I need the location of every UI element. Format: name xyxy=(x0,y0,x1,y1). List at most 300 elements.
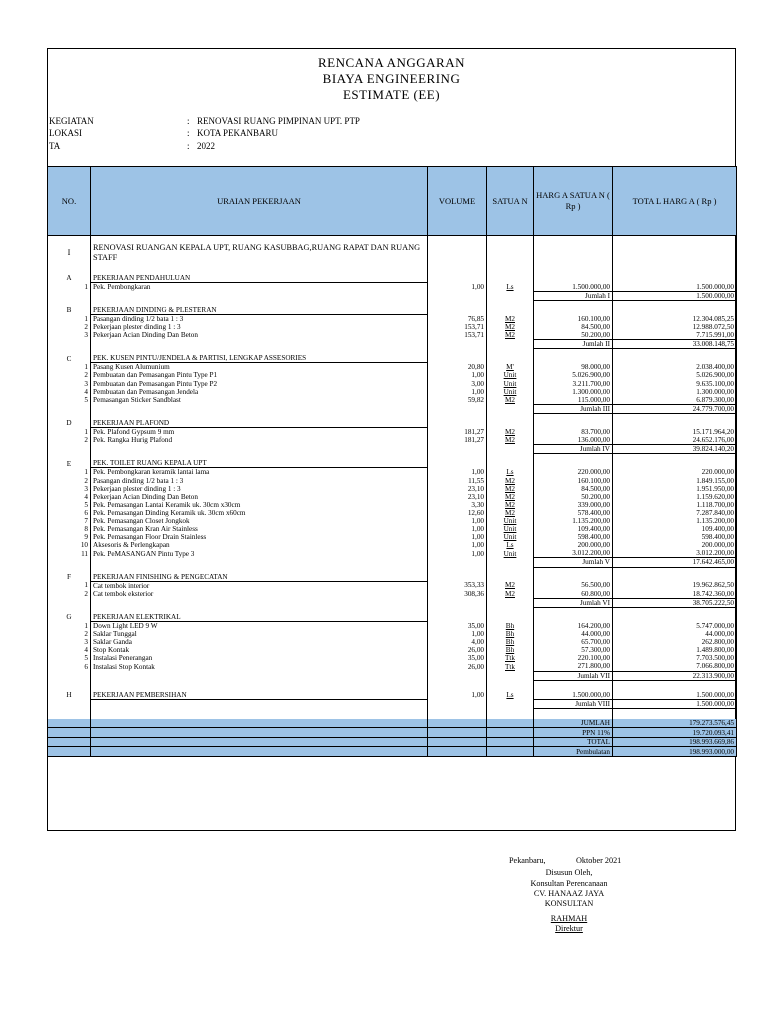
empty-cell xyxy=(487,340,534,349)
item-name: Pekerjaan Acian Dinding Dan Beton xyxy=(91,331,428,340)
item-total: 2.038.400,00 xyxy=(613,363,737,372)
item-name: Pekerjaan plester dinding 1 : 3 xyxy=(91,485,428,493)
summary-empty xyxy=(428,728,487,738)
item-name: Instalasi Penerangan xyxy=(91,654,428,662)
summary-empty xyxy=(48,728,91,738)
summary-empty xyxy=(428,719,487,728)
item-no: 2 xyxy=(48,323,91,331)
item-total: 1.118.700,00 xyxy=(613,501,737,509)
subtotal-value: 24.779.700,00 xyxy=(613,404,737,413)
sig-company: CV. HANAAZ JAYA xyxy=(533,889,605,898)
item-total: 1.500.000,00 xyxy=(613,283,737,292)
item-total: 200.000,00 xyxy=(613,541,737,549)
empty-cell xyxy=(428,671,487,680)
summary-value: 198.993.000,00 xyxy=(613,747,737,757)
item-volume: 3,30 xyxy=(428,501,487,509)
subtotal-value: 39.824.140,20 xyxy=(613,445,737,454)
item-total: 109.400,00 xyxy=(613,525,737,533)
empty-cell xyxy=(91,445,428,454)
summary-value: 198.993.669,86 xyxy=(613,737,737,747)
item-name: Pekerjaan plester dinding 1 : 3 xyxy=(91,323,428,331)
item-unit: Ttk xyxy=(487,654,534,662)
empty-cell xyxy=(487,613,534,622)
item-name: Saklar Ganda xyxy=(91,638,428,646)
item-name: Pek. Pemasangan Lantai Keramik uk. 30cm x30cm xyxy=(91,501,428,509)
empty-cell xyxy=(534,274,613,283)
item-total: 5.026.900,00 xyxy=(613,371,737,379)
item-no: 2 xyxy=(48,630,91,638)
table-row xyxy=(48,501,737,509)
item-no: 1 xyxy=(48,363,91,372)
subtotal-label: Jumlah VI xyxy=(534,598,613,607)
header-no: NO. xyxy=(48,167,91,236)
summary-label: Pembulatan xyxy=(534,747,613,757)
item-volume: 26,00 xyxy=(428,646,487,654)
summary-value: 19.720.093,41 xyxy=(613,728,737,738)
section-header-row xyxy=(48,459,737,468)
table-row xyxy=(48,630,737,638)
subtotal-row xyxy=(48,404,737,413)
empty-cell xyxy=(48,404,91,413)
doc-title-line3: ESTIMATE (EE) xyxy=(342,87,441,102)
section-name: PEKERJAAN FINISHING & PENGECATAN xyxy=(91,573,428,582)
item-volume: 1,00 xyxy=(428,388,487,396)
item-unit: Unit xyxy=(487,380,534,388)
item-price: 84.500,00 xyxy=(534,323,613,331)
table-row xyxy=(48,363,737,372)
item-unit: Bh xyxy=(487,646,534,654)
item-volume: 35,00 xyxy=(428,621,487,630)
empty-cell xyxy=(428,306,487,315)
item-name: Aksesoris & Perlengkapan xyxy=(91,541,428,549)
empty-cell xyxy=(613,613,737,622)
table-row xyxy=(48,476,737,484)
meta-value-ta: 2022 xyxy=(197,141,215,151)
table-row xyxy=(48,638,737,646)
empty-cell xyxy=(48,598,91,607)
section-code: A xyxy=(48,274,91,283)
item-price: 1.500.000,00 xyxy=(534,691,613,700)
item-unit: Unit xyxy=(487,371,534,379)
meta-value-kegiatan: RENOVASI RUANG PIMPINAN UPT. PTP xyxy=(197,116,360,126)
table-row xyxy=(48,533,737,541)
table-row xyxy=(48,428,737,437)
item-unit: M2 xyxy=(487,590,534,599)
item-price: 50.200,00 xyxy=(534,331,613,340)
subtotal-value: 17.642.465,00 xyxy=(613,558,737,567)
item-total: 598.400,00 xyxy=(613,533,737,541)
summary-empty xyxy=(91,719,428,728)
empty-cell xyxy=(534,419,613,428)
project-no: I xyxy=(48,236,91,270)
summary-empty xyxy=(91,737,428,747)
empty-cell xyxy=(487,671,534,680)
item-price: 1.300.000,00 xyxy=(534,388,613,396)
item-price: 5.026.900,00 xyxy=(534,371,613,379)
item-unit: M2 xyxy=(487,396,534,405)
item-total: 12.988.072,50 xyxy=(613,323,737,331)
item-volume: 1,00 xyxy=(428,371,487,379)
item-price: 1.500.000,00 xyxy=(534,283,613,292)
section-header-row xyxy=(48,573,737,582)
item-volume: 23,10 xyxy=(428,485,487,493)
empty-cell xyxy=(613,573,737,582)
item-unit: Ls xyxy=(487,283,534,292)
item-price: 200.000,00 xyxy=(534,541,613,549)
item-unit: M2 xyxy=(487,493,534,501)
item-price: 56.500,00 xyxy=(534,581,613,590)
item-volume: 59,82 xyxy=(428,396,487,405)
table-row xyxy=(48,662,737,671)
doc-title-line1: RENCANA ANGGARAN xyxy=(317,55,466,70)
item-price: 98.000,00 xyxy=(534,363,613,372)
boq-table xyxy=(47,166,737,757)
section-name: PEKERJAAN DINDING & PLESTERAN xyxy=(91,306,428,315)
item-volume: 20,80 xyxy=(428,363,487,372)
meta-label-lokasi: LOKASI xyxy=(49,128,82,138)
item-volume: 1,00 xyxy=(428,468,487,477)
empty-cell xyxy=(487,445,534,454)
item-total: 1.500.000,00 xyxy=(613,691,737,700)
item-no: 9 xyxy=(48,533,91,541)
item-unit: Ttk xyxy=(487,662,534,671)
empty-cell xyxy=(428,340,487,349)
item-no: 5 xyxy=(48,396,91,405)
table-row xyxy=(48,509,737,517)
item-no: 3 xyxy=(48,331,91,340)
summary-empty xyxy=(487,719,534,728)
doc-title-line2: BIAYA ENGINEERING xyxy=(322,71,461,86)
item-name: Pemasangan Sticker Sandblast xyxy=(91,396,428,405)
empty-cell xyxy=(91,671,428,680)
item-volume: 12,60 xyxy=(428,509,487,517)
item-volume: 1,00 xyxy=(428,517,487,525)
item-unit: M2 xyxy=(487,323,534,331)
item-total: 19.962.862,50 xyxy=(613,581,737,590)
item-unit: M2 xyxy=(487,581,534,590)
section-name: PEKERJAAN PEMBERSIHAN xyxy=(91,691,428,700)
table-row xyxy=(48,314,737,323)
table-row xyxy=(48,525,737,533)
summary-row xyxy=(48,728,737,738)
project-row xyxy=(48,236,737,270)
empty-cell xyxy=(534,306,613,315)
item-no: 5 xyxy=(48,654,91,662)
item-name: Cat tembok eksterior xyxy=(91,590,428,599)
item-total: 7.703.500,00 xyxy=(613,654,737,662)
subtotal-label: Jumlah I xyxy=(534,291,613,300)
empty-cell xyxy=(487,558,534,567)
meta-sep: : xyxy=(187,128,190,138)
item-total: 6.879.300,00 xyxy=(613,396,737,405)
item-price: 65.700,00 xyxy=(534,638,613,646)
table-row xyxy=(48,323,737,331)
document-sheet xyxy=(47,48,736,831)
empty-cell xyxy=(487,573,534,582)
empty-cell xyxy=(428,291,487,300)
item-no: 2 xyxy=(48,371,91,379)
meta-label-ta: TA xyxy=(49,141,61,151)
empty-cell xyxy=(534,613,613,622)
item-unit: Bh xyxy=(487,621,534,630)
item-name: Pembuatan dan Pemasangan Pintu Type P2 xyxy=(91,380,428,388)
empty-cell xyxy=(428,459,487,468)
empty-cell xyxy=(487,291,534,300)
item-total: 1.300.000,00 xyxy=(613,388,737,396)
item-price: 60.800,00 xyxy=(534,590,613,599)
subtotal-value: 33.008.148,75 xyxy=(613,340,737,349)
item-price: 136.000,00 xyxy=(534,436,613,445)
table-row xyxy=(48,331,737,340)
empty-cell xyxy=(48,558,91,567)
item-total: 262.800,00 xyxy=(613,638,737,646)
item-no: 7 xyxy=(48,517,91,525)
item-volume: 4,00 xyxy=(428,638,487,646)
empty-cell xyxy=(48,699,91,708)
table-row xyxy=(48,468,737,477)
table-row xyxy=(48,549,737,558)
section-name: PEK. KUSEN PINTU/JENDELA & PARTISI, LENGKAP ASSESORIES xyxy=(91,354,428,363)
item-no: 8 xyxy=(48,525,91,533)
sig-role: Konsultan Perencanaan xyxy=(530,879,608,888)
table-row xyxy=(48,283,737,292)
item-volume: 26,00 xyxy=(428,662,487,671)
item-volume: 153,71 xyxy=(428,331,487,340)
empty-cell xyxy=(613,419,737,428)
item-volume: 1,00 xyxy=(428,525,487,533)
item-volume: 76,85 xyxy=(428,314,487,323)
item-volume: 353,33 xyxy=(428,581,487,590)
item-volume: 308,36 xyxy=(428,590,487,599)
empty-cell xyxy=(534,459,613,468)
item-unit: M2 xyxy=(487,485,534,493)
item-name: Pasang Kusen Alumunium xyxy=(91,363,428,372)
item-price: 44.000,00 xyxy=(534,630,613,638)
item-name: Pek. Rangka Hurig Plafond xyxy=(91,436,428,445)
item-name: Pek. PeMASANGAN Pintu Type 3 xyxy=(91,549,428,558)
item-price: 1.135.200,00 xyxy=(534,517,613,525)
subtotal-label: Jumlah II xyxy=(534,340,613,349)
summary-empty xyxy=(428,737,487,747)
subtotal-label: Jumlah III xyxy=(534,404,613,413)
item-unit: Unit xyxy=(487,533,534,541)
table-row xyxy=(48,436,737,445)
item-name: Pek. Pemasangan Kran Air Stainless xyxy=(91,525,428,533)
subtotal-row xyxy=(48,598,737,607)
item-volume: 1,00 xyxy=(428,541,487,549)
summary-empty xyxy=(48,737,91,747)
item-no: 1 xyxy=(48,468,91,477)
item-unit: M2 xyxy=(487,428,534,437)
summary-empty xyxy=(91,747,428,757)
header-volume: VOLUME xyxy=(428,167,487,236)
empty-cell xyxy=(487,354,534,363)
empty-cell xyxy=(428,558,487,567)
item-price: 598.400,00 xyxy=(534,533,613,541)
empty-cell xyxy=(428,598,487,607)
item-volume: 181,27 xyxy=(428,436,487,445)
header-uraian: URAIAN PEKERJAAN xyxy=(91,167,428,236)
empty-cell xyxy=(428,699,487,708)
section-code: C xyxy=(48,354,91,363)
subtotal-row xyxy=(48,445,737,454)
item-volume: 1,00 xyxy=(428,630,487,638)
section-header-row xyxy=(48,274,737,283)
item-price: 3.211.700,00 xyxy=(534,380,613,388)
item-price: 115.000,00 xyxy=(534,396,613,405)
section-name: PEK. TOILET RUANG KEPALA UPT xyxy=(91,459,428,468)
item-name: Pembuatan dan Pemasangan Jendela xyxy=(91,388,428,396)
item-unit: Bh xyxy=(487,638,534,646)
header-satuan: SATUA N xyxy=(487,167,534,236)
item-no: 4 xyxy=(48,646,91,654)
item-name: Pek. Pemasangan Closet Jongkok xyxy=(91,517,428,525)
item-unit: Ls xyxy=(487,468,534,477)
summary-row xyxy=(48,747,737,757)
item-price: 220.000,00 xyxy=(534,468,613,477)
item-unit: Ls xyxy=(487,691,534,700)
item-name: Pek. Pemasangan Floor Drain Stainless xyxy=(91,533,428,541)
empty-cell xyxy=(487,459,534,468)
item-total: 44.000,00 xyxy=(613,630,737,638)
empty-cell xyxy=(428,445,487,454)
item-name: Pembuatan dan Pemasangan Pintu Type P1 xyxy=(91,371,428,379)
item-unit: M' xyxy=(487,363,534,372)
item-name: Pek. Pembongkaran xyxy=(91,283,428,292)
sig-place: Pekanbaru, xyxy=(509,856,546,865)
item-unit: M2 xyxy=(487,436,534,445)
item-price: 164.200,00 xyxy=(534,621,613,630)
section-code: F xyxy=(48,573,91,582)
table-row xyxy=(48,396,737,405)
item-total: 220.000,00 xyxy=(613,468,737,477)
subtotal-value: 22.313.900,00 xyxy=(613,671,737,680)
item-no: 6 xyxy=(48,509,91,517)
item-price: 50.200,00 xyxy=(534,493,613,501)
item-unit: M2 xyxy=(487,331,534,340)
empty-cell xyxy=(487,598,534,607)
table-row xyxy=(48,590,737,599)
item-volume: 153,71 xyxy=(428,323,487,331)
subtotal-label: Jumlah IV xyxy=(534,445,613,454)
item-total: 15.171.964,20 xyxy=(613,428,737,437)
empty-cell xyxy=(428,354,487,363)
section-header-row xyxy=(48,306,737,315)
section-code: G xyxy=(48,613,91,622)
item-unit: Bh xyxy=(487,630,534,638)
section-code: D xyxy=(48,419,91,428)
item-price: 109.400,00 xyxy=(534,525,613,533)
item-total: 1.951.950,00 xyxy=(613,485,737,493)
item-unit: M2 xyxy=(487,314,534,323)
item-total: 18.742.360,00 xyxy=(613,590,737,599)
summary-row xyxy=(48,719,737,728)
item-no: 4 xyxy=(48,493,91,501)
table-row xyxy=(48,621,737,630)
header-harga: HARG A SATUA N ( Rp ) xyxy=(534,167,613,236)
empty-cell xyxy=(428,573,487,582)
summary-empty xyxy=(48,747,91,757)
subtotal-row xyxy=(48,340,737,349)
item-name: Down Light LED 9 W xyxy=(91,621,428,630)
empty-cell xyxy=(91,699,428,708)
summary-label: PPN 11% xyxy=(534,728,613,738)
table-row xyxy=(48,646,737,654)
item-price: 84.500,00 xyxy=(534,485,613,493)
item-volume: 1,00 xyxy=(428,549,487,558)
item-total: 7.066.800,00 xyxy=(613,662,737,671)
item-name: Cat tembok interior xyxy=(91,581,428,590)
item-total: 1.135.200,00 xyxy=(613,517,737,525)
subtotal-label: Jumlah VII xyxy=(534,671,613,680)
sig-position: Direktur xyxy=(555,924,583,933)
item-price: 3.012.200,00 xyxy=(534,549,613,558)
table-row xyxy=(48,541,737,549)
empty-cell xyxy=(428,613,487,622)
empty-cell xyxy=(487,306,534,315)
empty-cell xyxy=(428,419,487,428)
item-volume: 181,27 xyxy=(428,428,487,437)
summary-empty xyxy=(48,719,91,728)
item-price: 160.100,00 xyxy=(534,476,613,484)
item-no: 3 xyxy=(48,485,91,493)
item-name: Pek. Pembongkaran keramik lantai lama xyxy=(91,468,428,477)
section-header-row xyxy=(48,613,737,622)
table-row xyxy=(48,517,737,525)
summary-empty xyxy=(487,728,534,738)
empty-cell xyxy=(613,306,737,315)
empty-cell xyxy=(91,558,428,567)
item-volume: 1,00 xyxy=(428,691,487,700)
empty-cell xyxy=(48,291,91,300)
item-total: 5.747.000,00 xyxy=(613,621,737,630)
subtotal-row xyxy=(48,291,737,300)
item-name: Stop Kontak xyxy=(91,646,428,654)
item-name: Pasangan dinding 1/2 bata 1 : 3 xyxy=(91,476,428,484)
item-no: 3 xyxy=(48,380,91,388)
sig-prepared: Disusun Oleh, xyxy=(545,868,593,877)
item-no: 4 xyxy=(48,388,91,396)
empty-cell xyxy=(613,354,737,363)
item-total: 12.304.085,25 xyxy=(613,314,737,323)
empty-cell xyxy=(487,419,534,428)
item-unit: M2 xyxy=(487,476,534,484)
item-price: 339.000,00 xyxy=(534,501,613,509)
empty-cell xyxy=(91,404,428,413)
item-price: 578.400,00 xyxy=(534,509,613,517)
item-price: 160.100,00 xyxy=(534,314,613,323)
summary-label: JUMLAH xyxy=(534,719,613,728)
subtotal-row xyxy=(48,699,737,708)
item-name: Pek. Pemasangan Dinding Keramik uk. 30cm x60cm xyxy=(91,509,428,517)
item-unit: Ls xyxy=(487,541,534,549)
meta-label-kegiatan: KEGIATAN xyxy=(49,116,94,126)
subtotal-value: 1.500.000,00 xyxy=(613,291,737,300)
item-no: 6 xyxy=(48,662,91,671)
item-no: 3 xyxy=(48,638,91,646)
summary-empty xyxy=(487,737,534,747)
item-no: 1 xyxy=(48,621,91,630)
table-row xyxy=(48,371,737,379)
subtotal-value: 1.500.000,00 xyxy=(613,699,737,708)
item-price: 271.800,00 xyxy=(534,662,613,671)
item-name: Pekerjaan Acian Dinding Dan Beton xyxy=(91,493,428,501)
item-name: Saklar Tunggal xyxy=(91,630,428,638)
empty-cell xyxy=(613,459,737,468)
summary-empty xyxy=(428,747,487,757)
meta-value-lokasi: KOTA PEKANBARU xyxy=(197,128,279,138)
section-name: PEKERJAAN ELEKTRIKAL xyxy=(91,613,428,622)
